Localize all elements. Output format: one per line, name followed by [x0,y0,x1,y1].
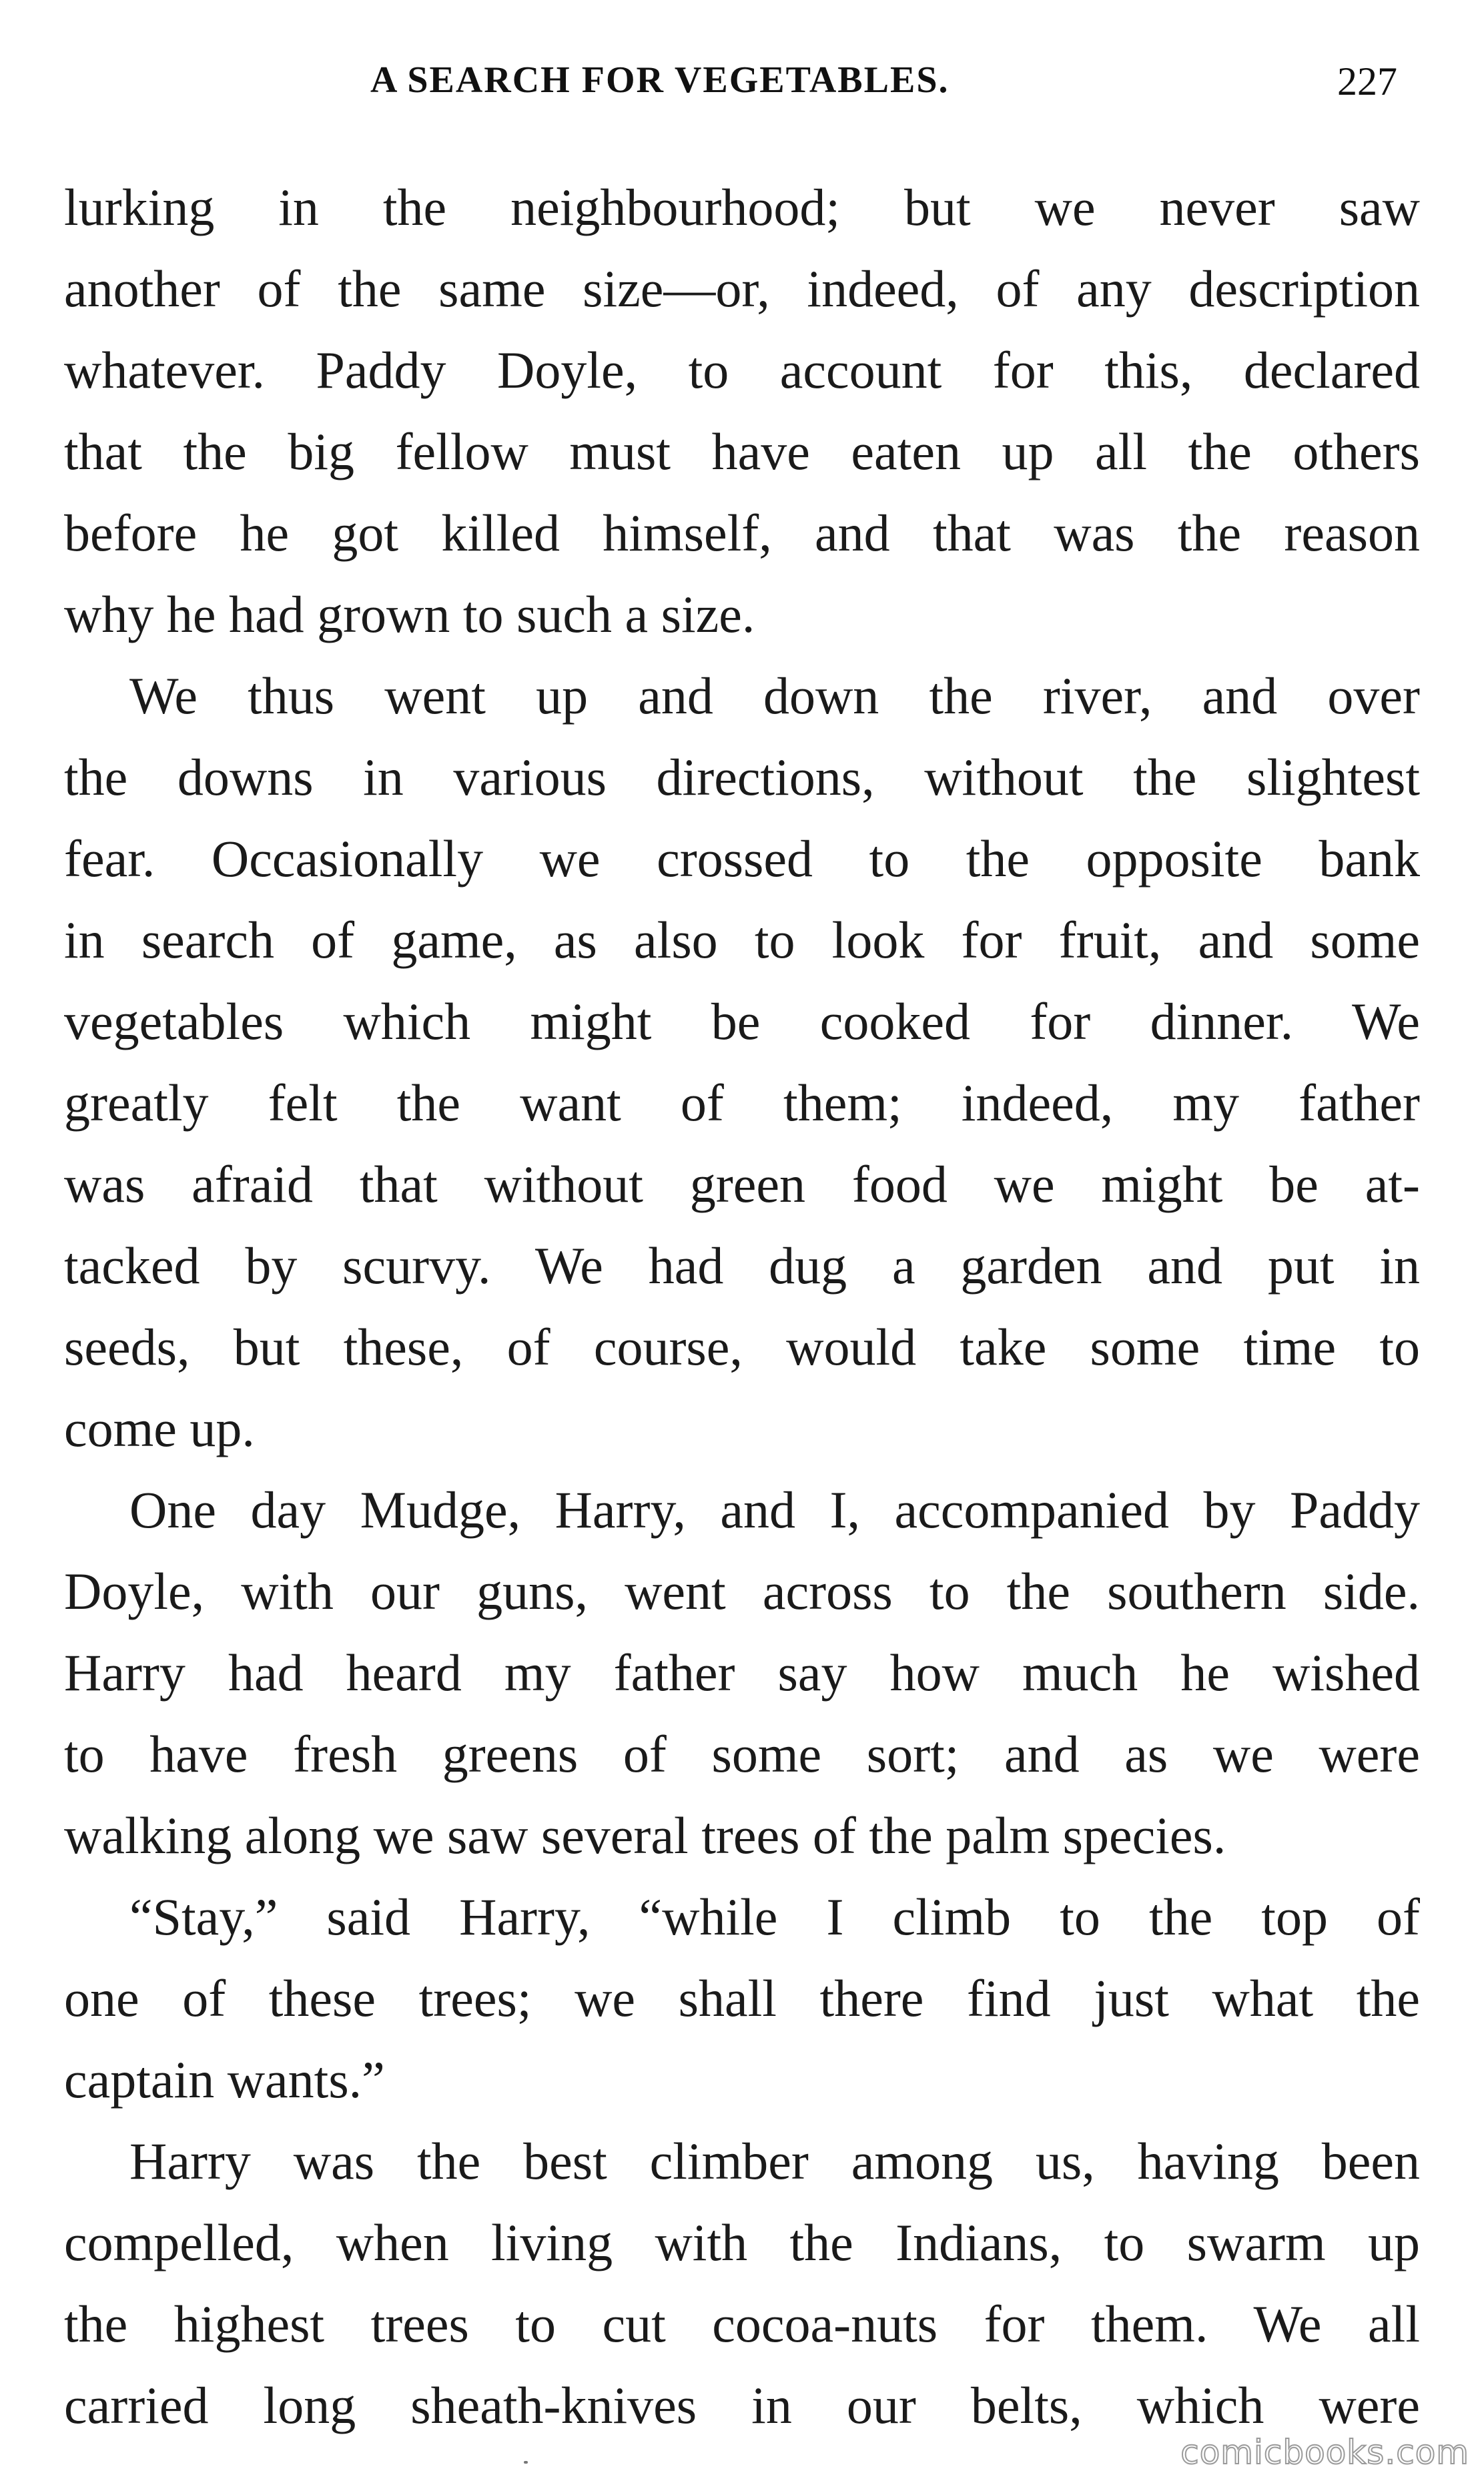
paragraph [64,1876,1420,2121]
body-text [64,167,1420,2446]
text-line: one of these trees; we shall there find just what the [64,1969,1420,2027]
watermark-logo: comicbooks.com [1180,2433,1469,2472]
text-line: carried long sheath-knives in our belts, which were [64,2376,1420,2434]
text-line: whatever. Paddy Doyle, to account for this, declared [64,341,1420,399]
text-line: fear. Occasionally we crossed to the opposite bank [64,829,1420,887]
print-speck [524,2461,528,2464]
text-line: greatly felt the want of them; indeed, my father [64,1074,1420,1132]
text-line: Harry was the best climber among us, having been [129,2132,1420,2190]
text-line: compelled, when living with the Indians, to swarm up [64,2213,1420,2271]
text-line: lurking in the neighbourhood; but we never saw [64,178,1420,236]
text-line: in search of game, as also to look for fruit, and some [64,911,1420,969]
text-line: the highest trees to cut cocoa-nuts for them. We all [64,2295,1420,2353]
text-line: “Stay,” said Harry, “while I climb to the top of [129,1888,1420,1946]
text-line: Doyle, with our guns, went across to the southern side. [64,1562,1420,1620]
paragraph [64,167,1420,655]
paragraph [64,655,1420,1469]
text-line: vegetables which might be cooked for dinner. We [64,992,1420,1050]
page-number: 227 [1337,59,1397,103]
text-line: We thus went up and down the river, and over [129,667,1420,725]
text-line: that the big fellow must have eaten up all the others [64,422,1420,480]
text-line: seeds, but these, of course, would take some time to [64,1318,1420,1376]
text-line: another of the same size—or, indeed, of any description [64,260,1420,318]
text-line: before he got killed himself, and that was the reason [64,504,1420,562]
text-line: Harry had heard my father say how much he wished [64,1644,1420,1702]
paragraph [64,2121,1420,2446]
text-line: tacked by scurvy. We had dug a garden and put in [64,1236,1420,1295]
text-line: One day Mudge, Harry, and I, accompanied by Paddy [129,1481,1420,1539]
paragraph [64,1469,1420,1876]
text-line: come up. [64,1399,255,1457]
text-line: walking along we saw several trees of the palm species. [64,1806,1226,1864]
text-line: was afraid that without green food we might be at- [64,1155,1420,1213]
text-line: to have fresh greens of some sort; and as we were [64,1725,1420,1783]
text-line: captain wants.” [64,2051,385,2109]
text-line: the downs in various directions, without the slightest [64,748,1420,806]
text-line: why he had grown to such a size. [64,585,755,643]
running-head: A SEARCH FOR VEGETABLES. [370,59,950,101]
